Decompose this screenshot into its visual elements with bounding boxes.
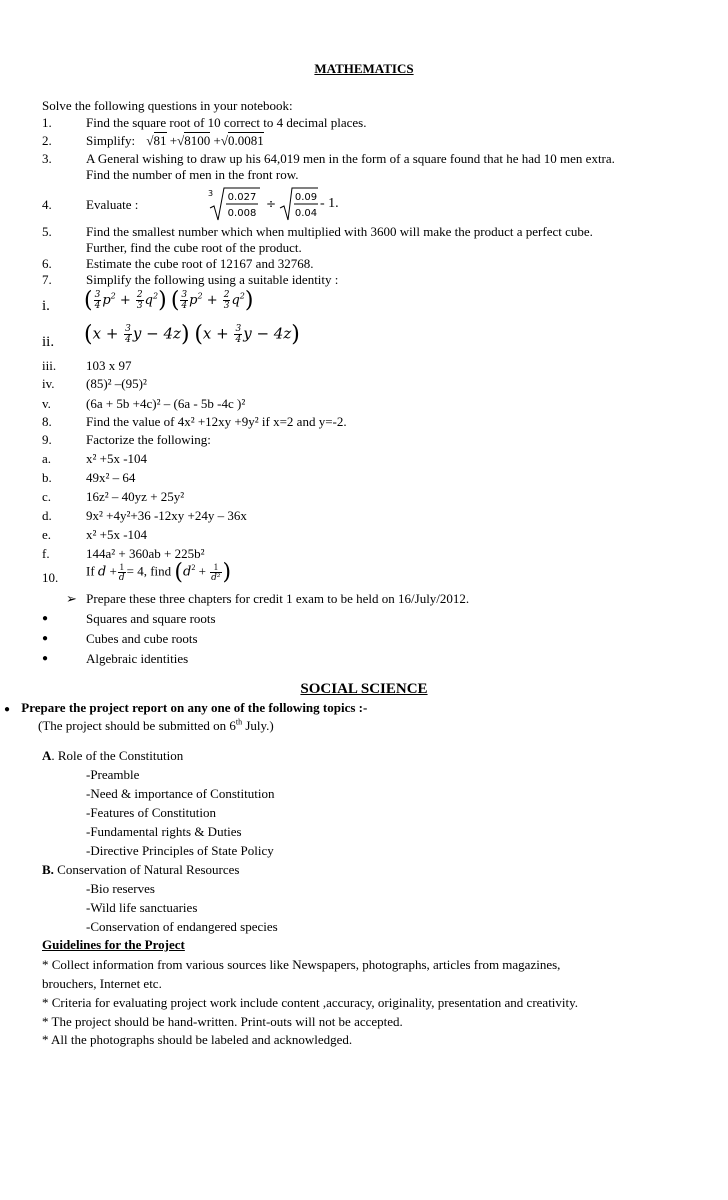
q4-tail: - 1. (320, 196, 339, 211)
expression-7-ii: (x + $\frac{3}{4}$ y − 4z) (x + $\frac{3}{4}$ y − 4z) (84, 322, 300, 347)
expression-10: If d + $\frac{1}{d}$ = 4, find ($d^2$ + $\frac{1}{\text{d²}}$ ) (86, 560, 232, 585)
svg-text:0.04: 0.04 (294, 208, 318, 219)
topic-a-item: -Features of Constitution (86, 805, 216, 820)
guideline-item: * Collect information from various sources like Newspapers, photographs, articles from magazines, (42, 957, 561, 972)
topic-a-item: -Preamble (86, 767, 140, 782)
bullet-icon: ● (42, 633, 49, 644)
prepare-note: ➢ Prepare these three chapters for credit 1 exam to be held on 16/July/2012. (66, 591, 470, 606)
svg-text:0.027: 0.027 (227, 192, 257, 203)
svg-text:0.09: 0.09 (294, 192, 318, 203)
expression-7-i: ( $\frac{3}{4}$ $p^2$ + $\frac{2}{3}$ $q^2$) ( $\frac{3}{4}$ $p^2$ + $\frac{2}{3}$ $q^2$) (84, 288, 254, 313)
worksheet-page: MATHEMATICS Solve the following questions in your notebook: 1. Find the square root of 10 correct to 4 decimal places. 2. Simplify: √81 +√8100 +√0.0081 3. A General wishing to draw up his 64,019 men in the form of a square found that he had 10 men extra. Find the number of men in the front row. 4. Evaluate : 3 0.027 0.008 ÷ 0.09 0.04 - 1. 5. Find the smallest number which when multiplied with 3600 will make the product a perfect cube. Further, find the cube root of the product. 6. Estimate the cube root of 12167 and 32768. 7. Simplify the following using a suitable identity : i. ( $\frac{3}{4}$ $p^2$ + $\frac{2}{3}$ $q^2$) ( $\frac{3}{4}$ $p^2$ + $\frac{2}{3}$ $q^2$) ii. (x + $\frac{3}{4}$ y − 4z) (x + $\frac{3}{4}$ y − 4z) iii. 103 x 97 iv. (85)² –(95)² v. (6a + 5b +4c)² – (6a - 5b -4c )² 8. Find the value of 4x² +12xy +9y² if x=2 and y=-2. 9. Factorize the following: a. x² +5x -104 b. 49x² – 64 c. 16z² – 40yz + 25y² d. 9x² +4y²+36 -12xy +24y – 36x e. x² +5x -104 f. 144a² + 360ab + 225b² 10. If d + $\frac{1}{d}$ = 4, find ($d^2$ + $\frac{1}{\text{d²}}$ ) ➢ Prepare these three chapters for credit 1 exam to be held on 16/July/2012. ● Squares and square roots ● Cubes and cube roots ● Algebraic identities SOCIAL SCIENCE ● Prepare the project report on any one of the following topics :- (The project should be submitted on 6th July.) A. Role of the Constitution -Preamble -Need & importance of Constitution -Features of Constitution -Fundamental rights & Duties -Directive Principles of State Policy B. Conservation of Natural Resources -Bio reserves -Wild life sanctuaries -Conservation of endangered species Guidelines for the Project * Collect information from various sources like Newspapers, photographs, articles from magazines, brouchers, Internet etc. * Criteria for evaluating project work include content ,accuracy, originality, presentation and creativity. * The project should be hand-written. Print-outs will not be accepted. * All the photographs should be labeled and acknowledged. (0, 0, 728, 1200)
topic-a: A. Role of the Constitution (42, 748, 184, 763)
topic-b-item: -Wild life sanctuaries (86, 900, 198, 915)
svg-text:0.008: 0.008 (227, 208, 257, 219)
svg-text:÷: ÷ (266, 197, 277, 211)
guideline-item: brouchers, Internet etc. (42, 976, 162, 991)
guideline-item: * Criteria for evaluating project work include content ,accuracy, originality, presentation and creativity. (42, 995, 579, 1010)
bullet-icon: ● (42, 613, 49, 624)
question-3-cont: Find the number of men in the front row. (86, 167, 299, 182)
project-title: ● Prepare the project report on any one of the following topics :- (4, 700, 368, 715)
math-heading: MATHEMATICS (314, 61, 414, 76)
guidelines-title: Guidelines for the Project (42, 937, 185, 952)
topic-a-item: -Directive Principles of State Policy (86, 843, 274, 858)
submission-note: (The project should be submitted on 6th July.) (38, 717, 274, 733)
topic-b-item: -Bio reserves (86, 881, 155, 896)
topic-a-item: -Fundamental rights & Duties (86, 824, 242, 839)
bullet-icon: ● (42, 653, 49, 664)
topic-b: B. Conservation of Natural Resources (42, 862, 240, 877)
topic-b-item: -Conservation of endangered species (86, 919, 278, 934)
svg-text:3: 3 (208, 189, 214, 198)
guideline-item: * The project should be hand-written. Print-outs will not be accepted. (42, 1014, 403, 1029)
topic-a-item: -Need & importance of Constitution (86, 786, 275, 801)
guideline-item: * All the photographs should be labeled and acknowledged. (42, 1032, 353, 1047)
math-intro: Solve the following questions in your notebook: (42, 98, 293, 113)
question-5-cont: Further, find the cube root of the product. (86, 240, 302, 255)
bullet-icon: ● (4, 704, 11, 715)
social-heading: SOCIAL SCIENCE (300, 681, 428, 697)
arrow-bullet-icon: ➢ (66, 591, 77, 606)
